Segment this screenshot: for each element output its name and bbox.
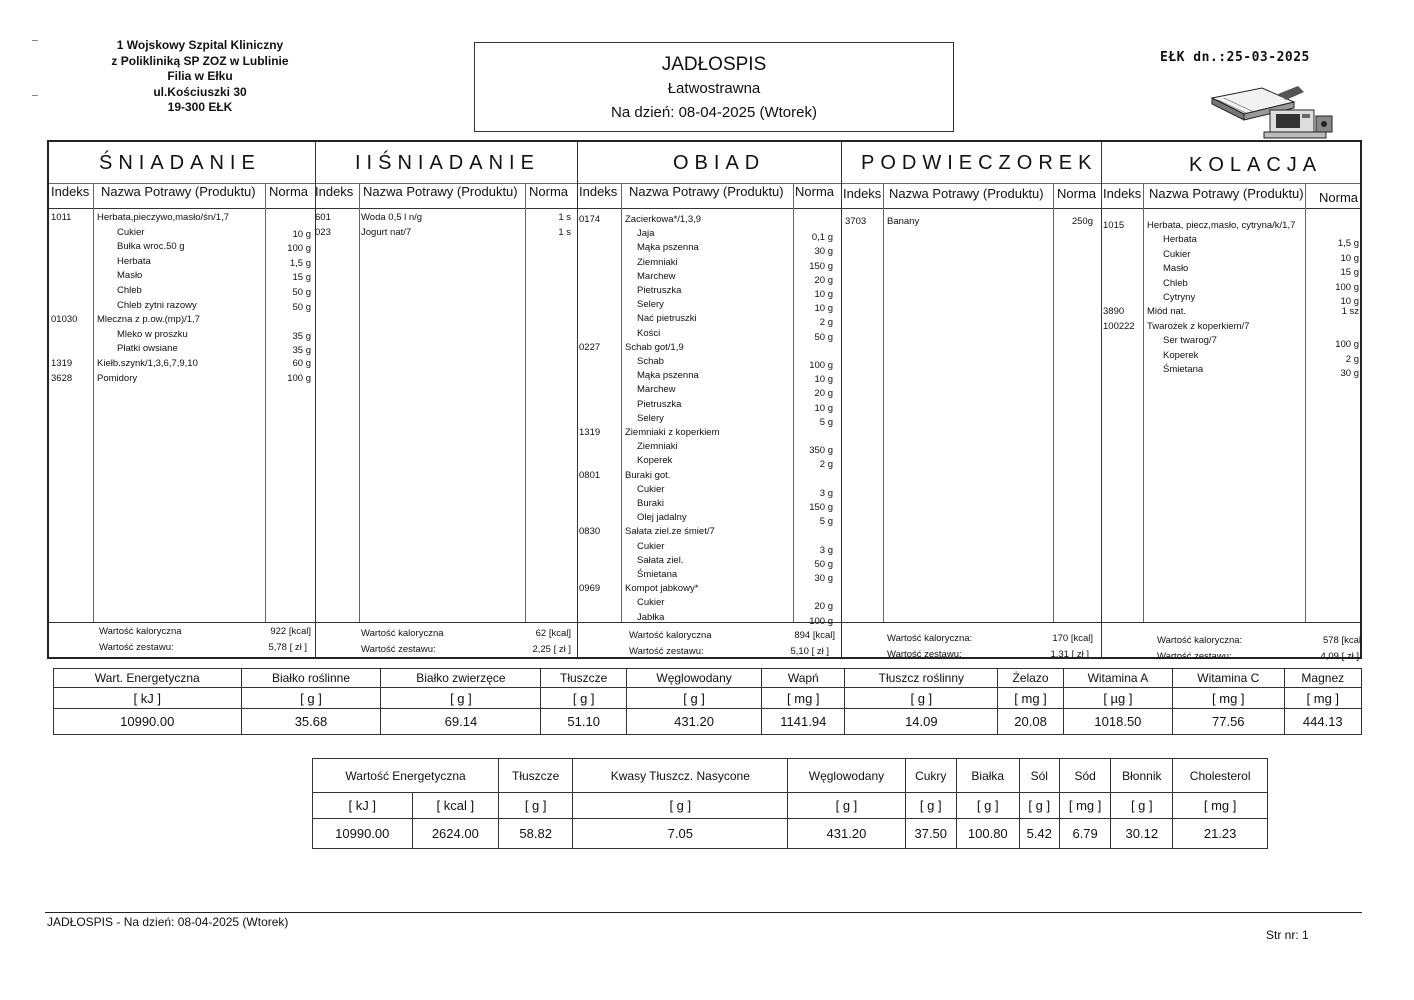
nut1-value: 431.20	[626, 709, 761, 735]
ingredient-name: Cytryny	[1163, 292, 1196, 303]
ingredient-name: Koperek	[1163, 349, 1199, 361]
quantity: 100 g	[1335, 339, 1359, 351]
ingredient-name: Cukier	[637, 483, 665, 495]
nutrition2-value-row	[313, 819, 1268, 849]
footer-title: JADŁOSPIS - Na dzień: 08-04-2025 (Wtorek)	[47, 915, 289, 929]
issue-date: EŁK dn.:25-03-2025	[1160, 50, 1310, 65]
nut2-unit: [ g ]	[1019, 793, 1059, 819]
quantity: 20 g	[814, 274, 833, 286]
nut1-header: Białko zwierzęce	[381, 669, 541, 688]
row-index: 100222	[1103, 320, 1135, 332]
column-divider	[621, 183, 622, 622]
nut2-unit: [ kcal ]	[412, 793, 499, 819]
diet-name: Łatwostrawna	[667, 80, 761, 97]
breakfast-cost-label: Wartość zestawu:	[99, 642, 174, 653]
quantity: 10 g	[814, 303, 833, 315]
dish-name: Kiełb.szynk/1,3,6,7,9,10	[97, 358, 198, 369]
nut1-unit: [ g ]	[241, 688, 381, 709]
col-norm: Norma	[269, 184, 309, 199]
dish-name: Herbata,pieczywo,masło/śn/1,7	[97, 212, 230, 223]
breakfast-kcal: 922 [kcal]	[270, 626, 311, 637]
ingredient-name: Bułka wroc.50 g	[117, 241, 185, 253]
ingredient-name: Jabłka	[637, 611, 665, 623]
quantity: 3 g	[819, 544, 833, 556]
quantity: 2 g	[1345, 353, 1359, 365]
nut1-value: 444.13	[1284, 709, 1361, 735]
nut1-unit: [ mg ]	[762, 688, 845, 709]
nut1-header: Witamina C	[1173, 669, 1285, 688]
ingredient-name: Pietruszka	[637, 285, 682, 296]
summary-divider	[49, 622, 1360, 623]
menu-table	[47, 140, 1362, 662]
column-divider	[1143, 183, 1144, 622]
ingredient-name: Mąka pszenna	[637, 370, 699, 382]
quantity: 10 g	[1340, 296, 1359, 307]
meal-title-snack: PODWIECZOREK	[861, 152, 1098, 174]
quantity: 20 g	[814, 601, 833, 613]
col-name: Nazwa Potrawy (Produktu)	[1149, 186, 1304, 201]
nut2-unit: [ g ]	[1111, 793, 1173, 819]
nut2-header: Węglowodany	[788, 759, 905, 793]
nutrition2-unit-row	[313, 793, 1268, 819]
ingredient-name: Ziemniaki	[637, 441, 678, 453]
meal-title-breakfast: ŚNIADANIE	[99, 152, 261, 174]
page-number: Str nr: 1	[1266, 928, 1309, 942]
ingredient-name: Ziemniaki	[637, 256, 678, 268]
quantity: 50 g	[292, 301, 311, 313]
scan-mark	[32, 40, 38, 41]
supper-cost-label: Wartość zestawu:	[1157, 651, 1232, 662]
nut1-unit: [ g ]	[845, 688, 998, 709]
quantity: 2 g	[819, 459, 833, 471]
nut2-value: 37.50	[905, 819, 956, 849]
dish-name: Miód nat.	[1147, 306, 1187, 318]
nut2-header: Sód	[1059, 759, 1110, 793]
nut2-header: Cukry	[905, 759, 956, 793]
nut2-unit: [ g ]	[573, 793, 788, 819]
row-index: 1011	[51, 212, 72, 223]
nutrition2-header-row	[313, 759, 1268, 793]
column-divider	[359, 183, 360, 622]
nut1-unit: [ g ]	[541, 688, 627, 709]
nut1-value: 14.09	[845, 709, 998, 735]
ingredient-name: Herbata	[1163, 234, 1197, 246]
quantity: 150 g	[809, 502, 833, 513]
nut2-value: 100.80	[957, 819, 1020, 849]
nut1-header: Magnez	[1284, 669, 1361, 688]
ingredient-name: Chleb zytni razowy	[117, 299, 197, 311]
dish-name: Buraki got.	[625, 469, 671, 481]
row-index: 0969	[579, 583, 601, 595]
meal-title-supper: KOLACJA	[1189, 154, 1323, 176]
nut1-value: 51.10	[541, 709, 627, 735]
row-index: 0801	[579, 469, 601, 481]
col-name: Nazwa Potrawy (Produktu)	[889, 186, 1044, 201]
nut2-header: Tłuszcze	[499, 759, 573, 793]
row-index: 1319	[51, 358, 73, 369]
quantity: 50 g	[292, 287, 311, 298]
row-index: 0830	[579, 526, 601, 538]
ingredient-name: Selery	[637, 299, 664, 311]
col-norm: Norma	[1057, 186, 1097, 201]
col-name: Nazwa Potrawy (Produktu)	[629, 184, 784, 199]
hospital-line: Filia w Ełku	[167, 69, 233, 83]
scan-mark	[32, 95, 38, 96]
nut1-header: Żelazo	[998, 669, 1064, 688]
lunch-kcal-label: Wartość kaloryczna	[629, 630, 712, 641]
dish-name: Woda 0,5 l n/g	[361, 212, 423, 223]
dish-name: Banany	[887, 216, 920, 227]
row-index: 3703	[845, 216, 867, 227]
ingredient-name: Olej jadalny	[637, 512, 687, 524]
nut2-value: 5.42	[1019, 819, 1059, 849]
snack-kcal: 170 [kcal]	[1052, 633, 1093, 644]
nut1-unit: [ µg ]	[1063, 688, 1172, 709]
row-index: 601	[315, 212, 331, 223]
quantity: 100 g	[809, 615, 833, 627]
nutrition-table-label	[312, 758, 1268, 849]
quantity: 50 g	[814, 331, 833, 343]
title-box	[474, 42, 954, 132]
ingredient-name: Cukier	[637, 597, 665, 609]
nutrition-value-row	[54, 709, 1362, 735]
ingredient-name: Nać pietruszki	[637, 313, 697, 325]
footer-divider	[45, 912, 1362, 913]
snack-cost: 1,31 [ zł ]	[1050, 649, 1089, 660]
nutrition-table-daily	[53, 668, 1362, 735]
nut1-unit: [ g ]	[381, 688, 541, 709]
quantity: 2 g	[819, 317, 833, 329]
row-index: 3628	[51, 372, 73, 384]
nut2-header: Sól	[1019, 759, 1059, 793]
nut1-value: 69.14	[381, 709, 541, 735]
quantity: 1,5 g	[289, 257, 311, 269]
ingredient-name: Sałata ziel.	[637, 554, 684, 566]
nut1-header: Białko roślinne	[241, 669, 381, 688]
col-name: Nazwa Potrawy (Produktu)	[101, 184, 256, 199]
col-index: Indeks	[1103, 186, 1142, 201]
supper-cost: 4,09 [ zł ]	[1320, 651, 1359, 662]
nut1-value: 1018.50	[1063, 709, 1172, 735]
ingredient-name: Herbata	[117, 255, 151, 267]
nut1-header: Witamina A	[1063, 669, 1172, 688]
ingredient-name: Chleb	[1163, 277, 1188, 289]
supper-kcal: 578 [kcal	[1322, 635, 1361, 646]
quantity: 150 g	[809, 260, 833, 272]
columns-divider	[49, 208, 1360, 209]
row-index: 0174	[579, 214, 601, 225]
nut1-unit: [ kJ ]	[54, 688, 242, 709]
col-index: Indeks	[579, 184, 618, 199]
breakfast-kcal-label: Wartość kaloryczna	[99, 626, 182, 637]
quantity: 50 g	[814, 558, 833, 570]
second-breakfast-cost-label: Wartość zestawu:	[361, 644, 436, 655]
nut1-value: 1141.94	[762, 709, 845, 735]
ingredient-name: Płatki owsiane	[117, 343, 178, 355]
row-index: 01030	[51, 314, 78, 326]
hospital-line: z Polikliniką SP ZOZ w Lublinie	[111, 53, 289, 68]
nut2-header: Kwasy Tłuszcz. Nasycone	[573, 759, 788, 793]
quantity: 10 g	[814, 402, 833, 414]
lunch-kcal: 894 [kcal]	[794, 630, 835, 641]
nut2-header: Białka	[957, 759, 1020, 793]
quantity: 30 g	[814, 246, 833, 258]
dish-name: Herbata, piecz,masło, cytryna/k/1,7	[1147, 220, 1296, 231]
nut1-header: Węglowodany	[626, 669, 761, 688]
meal-title-second-breakfast: IIŚNIADANIE	[355, 152, 540, 174]
ingredient-name: Mleko w proszku	[117, 328, 188, 340]
dish-name: Jogurt nat/7	[361, 226, 412, 238]
quantity: 1,5 g	[1337, 238, 1359, 250]
quantity: 1 s	[558, 226, 571, 238]
dish-name: Schab got/1,9	[625, 341, 684, 353]
nut2-value: 7.05	[573, 819, 788, 849]
hospital-line: 19-300 EŁK	[167, 100, 233, 114]
ingredient-name: Chleb	[117, 285, 142, 296]
nut1-unit: [ mg ]	[998, 688, 1064, 709]
ingredient-name: Schab	[637, 356, 664, 367]
meal-divider	[1101, 142, 1102, 657]
nut2-unit: [ kJ ]	[313, 793, 413, 819]
nut2-unit: [ g ]	[499, 793, 573, 819]
menu-date: Na dzień: 08-04-2025 (Wtorek)	[611, 104, 817, 121]
snack-cost-label: Wartość zestawu:	[887, 649, 962, 660]
dish-name: Twarożek z koperkiem/7	[1147, 320, 1250, 332]
column-divider	[883, 183, 884, 622]
nut1-value: 35.68	[241, 709, 381, 735]
nut1-value: 10990.00	[54, 709, 242, 735]
row-index: 1015	[1103, 220, 1125, 231]
hospital-address	[80, 38, 320, 116]
nut2-header: Błonnik	[1111, 759, 1173, 793]
ingredient-name: Kości	[637, 327, 661, 339]
page-title: JADŁOSPIS	[661, 54, 767, 75]
row-index: 0227	[579, 341, 601, 353]
lunch-cost: 5,10 [ zł ]	[790, 646, 829, 657]
nut2-value: 21.23	[1173, 819, 1268, 849]
nut2-energy-header: Wartość Energetyczna	[313, 759, 499, 793]
second-breakfast-kcal: 62 [kcal]	[535, 628, 571, 639]
ingredient-name: Śmietana	[1163, 364, 1204, 375]
ingredient-name: Marchew	[637, 384, 676, 396]
quantity: 100 g	[287, 243, 311, 255]
ingredient-name: Śmietana	[637, 569, 678, 580]
nut2-unit: [ g ]	[905, 793, 956, 819]
quantity: 10 g	[814, 289, 833, 300]
hospital-line: ul.Kościuszki 30	[153, 84, 247, 99]
nut1-header: Wart. Energetyczna	[54, 669, 242, 688]
nut2-value: 30.12	[1111, 819, 1173, 849]
meal-title-lunch: OBIAD	[673, 152, 766, 174]
dish-name: Mleczna z p.ow.(mp)/1,7	[97, 314, 200, 326]
quantity: 250g	[1071, 216, 1093, 227]
column-divider	[525, 183, 526, 622]
nutrition-unit-row	[54, 688, 1362, 709]
quantity: 15 g	[1340, 267, 1359, 279]
dish-name: Ziemniaki z koperkiem	[625, 427, 720, 438]
dish-name: Sałata ziel.ze śmiet/7	[625, 526, 715, 538]
nut1-header: Tłuszcz roślinny	[845, 669, 998, 688]
quantity: 10 g	[814, 374, 833, 386]
second-breakfast-cost: 2,25 [ zł ]	[532, 644, 571, 655]
nut1-unit: [ mg ]	[1284, 688, 1361, 709]
nut1-unit: [ g ]	[626, 688, 761, 709]
ingredient-name: Masło	[117, 270, 143, 282]
quantity: 35 g	[292, 345, 311, 357]
ingredient-name: Buraki	[637, 498, 664, 509]
quantity: 30 g	[1340, 368, 1359, 379]
nut2-unit: [ mg ]	[1173, 793, 1268, 819]
nut2-value: 431.20	[788, 819, 905, 849]
ingredient-name: Cukier	[637, 540, 665, 552]
dish-name: Zacierkowa*/1,3,9	[625, 214, 702, 225]
col-norm: Norma	[529, 184, 569, 199]
ingredient-name: Cukier	[1163, 248, 1191, 260]
nut1-unit: [ mg ]	[1173, 688, 1285, 709]
nut2-unit: [ g ]	[788, 793, 905, 819]
nut2-value: 2624.00	[412, 819, 499, 849]
col-index: Indeks	[51, 184, 90, 199]
ingredient-name: Jaja	[637, 228, 655, 240]
nut2-unit: [ mg ]	[1059, 793, 1110, 819]
quantity: 20 g	[814, 388, 833, 400]
nut1-value: 77.56	[1173, 709, 1285, 735]
nut1-header: Wapń	[762, 669, 845, 688]
ingredient-name: Mąka pszenna	[637, 242, 699, 254]
nut2-unit: [ g ]	[957, 793, 1020, 819]
breakfast-cost: 5,78 [ zł ]	[268, 642, 307, 653]
col-norm: Norma	[795, 184, 835, 199]
row-index: 023	[315, 226, 331, 238]
quantity: 5 g	[819, 516, 833, 528]
quantity: 0,1 g	[811, 232, 833, 244]
dish-name: Kompot jabkowy*	[625, 583, 699, 595]
nut2-value: 58.82	[499, 819, 573, 849]
quantity: 5 g	[819, 416, 833, 428]
quantity: 350 g	[809, 445, 833, 457]
column-divider	[1053, 183, 1054, 622]
ingredient-name: Pietruszka	[637, 398, 682, 410]
second-breakfast-kcal-label: Wartość kaloryczna	[361, 628, 444, 639]
nutrition-header-row	[54, 669, 1362, 688]
snack-kcal-label: Wartość kaloryczna:	[887, 633, 973, 644]
quantity: 100 g	[809, 360, 833, 371]
ingredient-name: Masło	[1163, 263, 1189, 275]
lunch-cost-label: Wartość zestawu:	[629, 646, 704, 657]
nut2-value: 10990.00	[313, 819, 413, 849]
quantity: 1 sz	[1341, 306, 1359, 318]
col-index: Indeks	[843, 186, 882, 201]
meal-divider	[841, 142, 842, 657]
quantity: 15 g	[292, 272, 311, 284]
quantity: 10 g	[1340, 252, 1359, 264]
ingredient-name: Koperek	[637, 455, 673, 467]
quantity: 60 g	[292, 358, 311, 369]
quantity: 35 g	[292, 330, 311, 342]
book-computer-icon	[1208, 80, 1338, 142]
ingredient-name: Ser twarog/7	[1163, 335, 1217, 347]
col-name: Nazwa Potrawy (Produktu)	[363, 184, 518, 199]
quantity: 3 g	[819, 487, 833, 499]
ingredient-name: Selery	[637, 412, 664, 424]
row-index: 1319	[579, 427, 601, 438]
nut1-value: 20.08	[998, 709, 1064, 735]
nut2-value: 6.79	[1059, 819, 1110, 849]
ingredient-name: Marchew	[637, 270, 676, 282]
hospital-line: 1 Wojskowy Szpital Kliniczny	[116, 38, 284, 52]
quantity: 10 g	[292, 228, 311, 240]
ingredient-name: Cukier	[117, 226, 145, 238]
nut2-header: Cholesterol	[1173, 759, 1268, 793]
supper-kcal-label: Wartość kaloryczna:	[1157, 635, 1243, 646]
col-norm: Norma	[1319, 190, 1359, 205]
quantity: 1 s	[558, 212, 571, 223]
column-divider	[93, 183, 94, 622]
col-index: Indeks	[315, 184, 354, 199]
quantity: 100 g	[287, 372, 311, 384]
row-index: 3890	[1103, 306, 1125, 318]
quantity: 30 g	[814, 573, 833, 584]
quantity: 100 g	[1335, 281, 1359, 293]
meal-divider	[577, 142, 578, 657]
nut1-header: Tłuszcze	[541, 669, 627, 688]
dish-name: Pomidory	[97, 372, 138, 384]
